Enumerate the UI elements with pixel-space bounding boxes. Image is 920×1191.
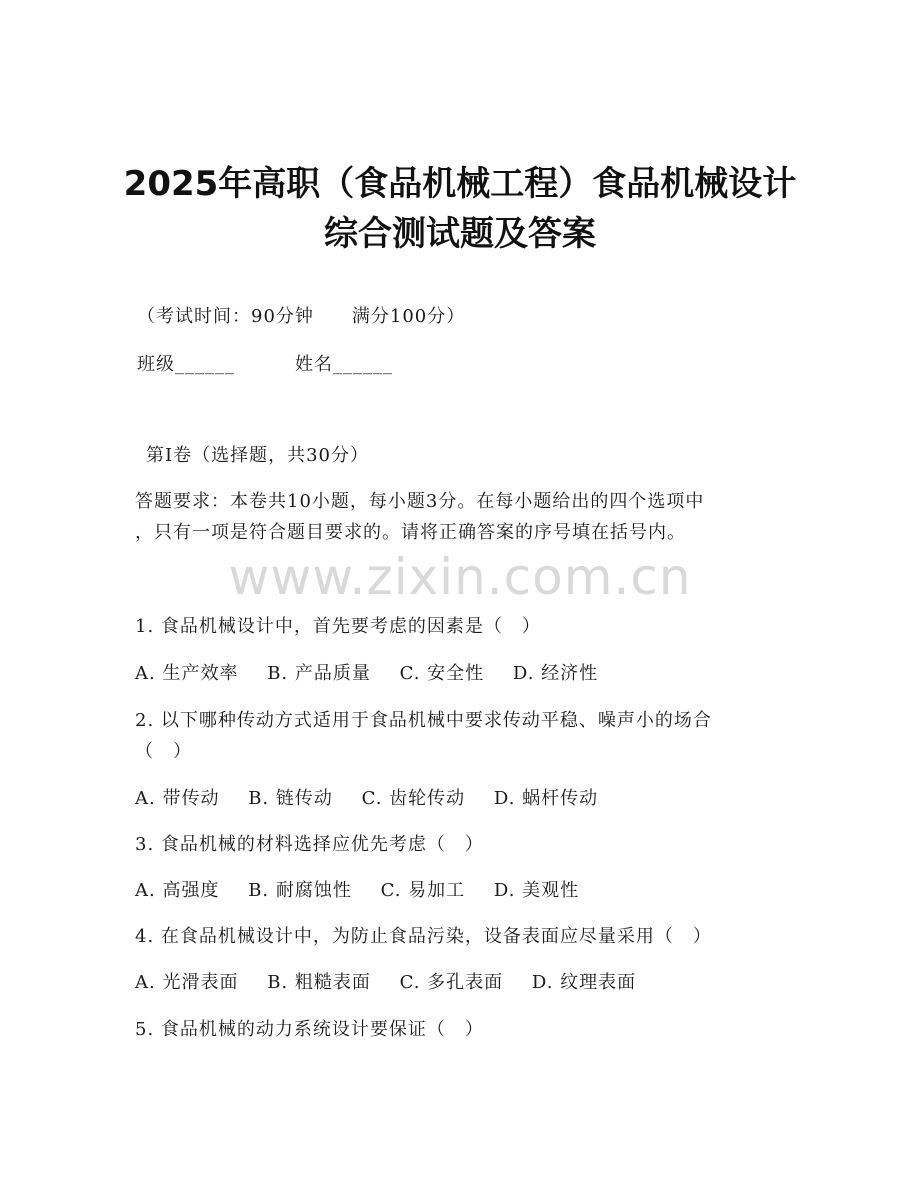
question-2-stem: 2. 以下哪种传动方式适用于食品机械中要求传动平稳、噪声小的场合 bbox=[135, 710, 712, 731]
question-3-options bbox=[135, 876, 579, 902]
watermark: www.zixin.com.cn bbox=[228, 548, 692, 606]
question-5-stem: 5. 食品机械的动力系统设计要保证（ ） bbox=[135, 1019, 484, 1040]
question-2-option-a: A. 带传动 bbox=[135, 788, 220, 809]
instructions-line-2: ，只有一项是符合题目要求的。请将正确答案的序号填在括号内。 bbox=[135, 522, 686, 543]
question-1-option-b: B. 产品质量 bbox=[267, 663, 371, 684]
question-2-stem-continuation: （ ） bbox=[135, 741, 192, 762]
class-field: 班级______ bbox=[137, 354, 235, 375]
question-2-option-c: C. 齿轮传动 bbox=[361, 788, 466, 809]
section-heading: 第I卷（选择题，共30分） bbox=[146, 445, 370, 466]
question-1-options bbox=[135, 659, 598, 685]
question-3-option-a: A. 高强度 bbox=[135, 880, 220, 901]
question-2-option-d: D. 蜗杆传动 bbox=[493, 788, 599, 809]
question-1-stem: 1. 食品机械设计中，首先要考虑的因素是（ ） bbox=[135, 616, 541, 637]
question-1-option-c: C. 安全性 bbox=[399, 663, 485, 684]
question-4-options bbox=[135, 968, 636, 994]
question-3-option-d: D. 美观性 bbox=[493, 880, 580, 901]
document-title-line-2: 综合测试题及答案 bbox=[324, 214, 596, 254]
question-4-option-d: D. 纹理表面 bbox=[531, 972, 637, 993]
question-4-option-c: C. 多孔表面 bbox=[399, 972, 504, 993]
question-1-option-d: D. 经济性 bbox=[512, 663, 599, 684]
question-1-option-a: A. 生产效率 bbox=[135, 663, 239, 684]
instructions-line-1: 答题要求：本卷共10小题，每小题3分。在每小题给出的四个选项中 bbox=[135, 491, 705, 512]
question-3-stem: 3. 食品机械的材料选择应优先考虑（ ） bbox=[135, 834, 484, 855]
question-3-option-c: C. 易加工 bbox=[380, 880, 466, 901]
name-field: 姓名______ bbox=[295, 354, 393, 375]
question-4-option-b: B. 粗糙表面 bbox=[267, 972, 371, 993]
question-2-option-b: B. 链传动 bbox=[248, 788, 333, 809]
question-2-options bbox=[135, 784, 598, 810]
exam-info: （考试时间：90分钟 满分100分） bbox=[137, 306, 466, 327]
question-4-option-a: A. 光滑表面 bbox=[135, 972, 239, 993]
document-title-line-1: 2025年高职（食品机械工程）食品机械设计 bbox=[123, 164, 797, 204]
question-4-stem: 4. 在食品机械设计中，为防止食品污染，设备表面应尽量采用（ ） bbox=[135, 926, 712, 947]
question-3-option-b: B. 耐腐蚀性 bbox=[248, 880, 352, 901]
